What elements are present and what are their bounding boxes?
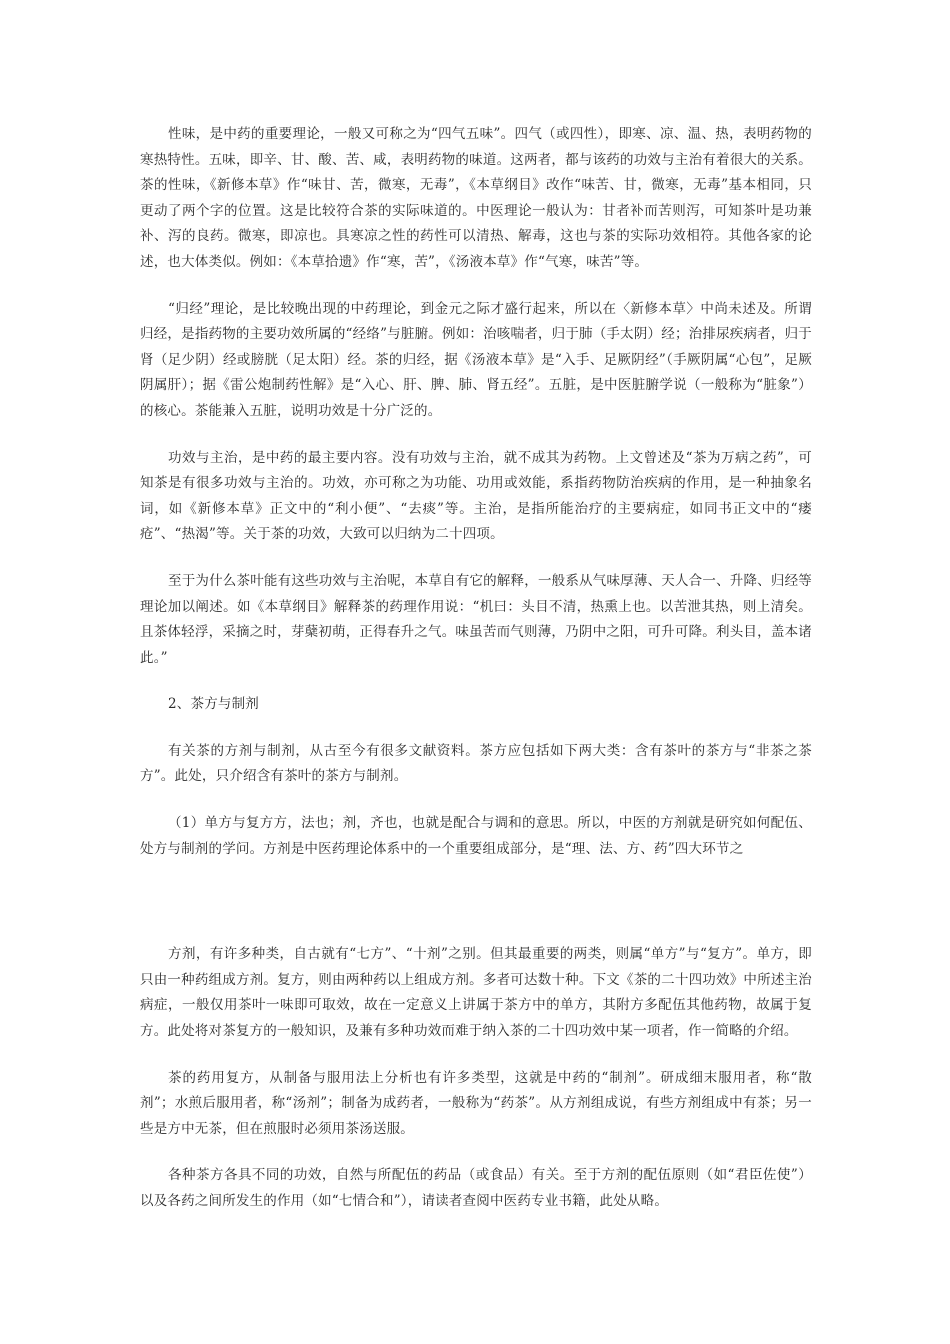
paragraph-preparations: 茶的药用复方，从制备与服用法上分析也有许多类型，这就是中药的“制剂”。研成细末服用者，称“散剂”；水煎后服用者，称“汤剂”；制备为成药者，一般称为“药茶”。从方剂组成说，有些方剂组成中有茶；另一些是方中无茶，但在煎服时必须用茶汤送服。	[140, 1069, 812, 1137]
paragraph-single-compound: （1）单方与复方方，法也；剂，齐也，也就是配合与调和的意思。所以，中医的方剂就是研究如何配伍、处方与制剂的学问。方剂是中医药理论体系中的一个重要组成部分，是“理、法、方、药”四大环节之	[140, 815, 812, 857]
paragraph-compatibility: 各种茶方各具不同的功效，自然与所配伍的药品（或食品）有关。至于方剂的配伍原则（如“君臣佐使”）以及各药之间所发生的作用（如“七情合和”），请读者查阅中医药专业书籍，此处从略。	[140, 1167, 812, 1209]
paragraph-nature-flavor: 性味，是中药的重要理论，一般又可称之为“四气五味”。四气（或四性），即寒、凉、温、热，表明药物的寒热特性。五味，即辛、甘、酸、苦、咸，表明药物的味道。这两者，都与该药的功效与主治有着很大的关系。茶的性味，《新修本草》作“味甘、苦，微寒，无毒”，《本草纲目》改作“味苦、甘，微寒，无毒”基本相同，只更动了两个字的位置。这是比较符合茶的实际味道的。中医理论一般认为：甘者补而苦则泻，可知茶叶是功兼补、泻的良药。微寒，即凉也。具寒凉之性的药性可以清热、解毒，这也与茶的实际功效相符。其他各家的论述，也大体类似。例如：《本草拾遗》作“寒，苦”，《汤液本草》作“气寒，味苦”等。	[140, 126, 812, 270]
paragraph-spacer	[140, 790, 812, 811]
paragraph-prescription-types: 方剂，有许多种类，自古就有“七方”、“十剂”之别。但其最重要的两类，则属“单方”与“复方”。单方，即只由一种药组成方剂。复方，则由两种药以上组成方剂。多者可达数十种。下文《茶的二十四功效》中所述主治病症，一般仅用茶叶一味即可取效，故在一定意义上讲属于茶方中的单方，其附方多配伍其他药物，故属于复方。此处将对茶复方的一般知识，及兼有多种功效而难于纳入茶的二十四功效中某一项者，作一简略的介绍。	[140, 946, 812, 1040]
page-break-spacer	[140, 862, 812, 942]
paragraph-prescriptions-intro: 有关茶的方剂与制剂，从古至今有很多文献资料。茶方应包括如下两大类：含有茶叶的茶方与“非茶之茶方”。此处，只介绍含有茶叶的茶方与制剂。	[140, 742, 812, 785]
section-heading: 2、茶方与制剂	[168, 696, 259, 713]
paragraph-spacer	[140, 276, 812, 297]
paragraph-spacer	[140, 425, 812, 446]
paragraph-spacer	[140, 548, 812, 569]
paragraph-spacer	[140, 1142, 812, 1163]
paragraph-spacer	[140, 1045, 812, 1066]
paragraph-meridian-tropism: “归经”理论，是比较晚出现的中药理论，到金元之际才盛行起来，所以在〈新修本草〉中尚未述及。所谓归经，是指药物的主要功效所属的“经络”与脏腑。例如：治咳喘者，归于肺（手太阴）经；治排尿疾病者，归于肾（足少阴）经或膀胱（足太阳）经。茶的归经，据《汤液本草》是“入手、足厥阴经”（手厥阴属“心包”，足厥阴属肝）；据《雷公炮制药性解》是“入心、肝、脾、肺、肾五经”。五脏，是中医脏腑学说（一般称为“脏象”）的核心。茶能兼入五脏，说明功效是十分广泛的。	[140, 300, 812, 419]
paragraph-efficacy: 功效与主治，是中药的最主要内容。没有功效与主治，就不成其为药物。上文曾述及“茶为万病之药”，可知茶是有很多功效与主治的。功效，亦可称之为功能、功用或效能，系指药物防治疾病的作用，是一种抽象名词，如《新修本草》正文中的“利小便”、“去痰”等。主治，是指所能治疗的主要病症，如同书正文中的“瘘疮”、“热渴”等。关于茶的功效，大致可以归纳为二十四项。	[140, 449, 812, 543]
document-body	[140, 122, 812, 1215]
paragraph-explanation: 至于为什么茶叶能有这些功效与主治呢，本草自有它的解释，一般系从气味厚薄、天人合一、升降、归经等理论加以阐述。如《本草纲目》解释茶的药理作用说：“机曰：头目不清，热熏上也。以苦泄其热，则上清矣。且茶体轻浮，采摘之时，芽蘖初萌，正得春升之气。味虽苦而气则薄，乃阴中之阳，可升可降。利头目，盖本诸此。”	[140, 572, 812, 666]
paragraph-spacer	[140, 671, 812, 692]
paragraph-spacer	[140, 718, 812, 739]
